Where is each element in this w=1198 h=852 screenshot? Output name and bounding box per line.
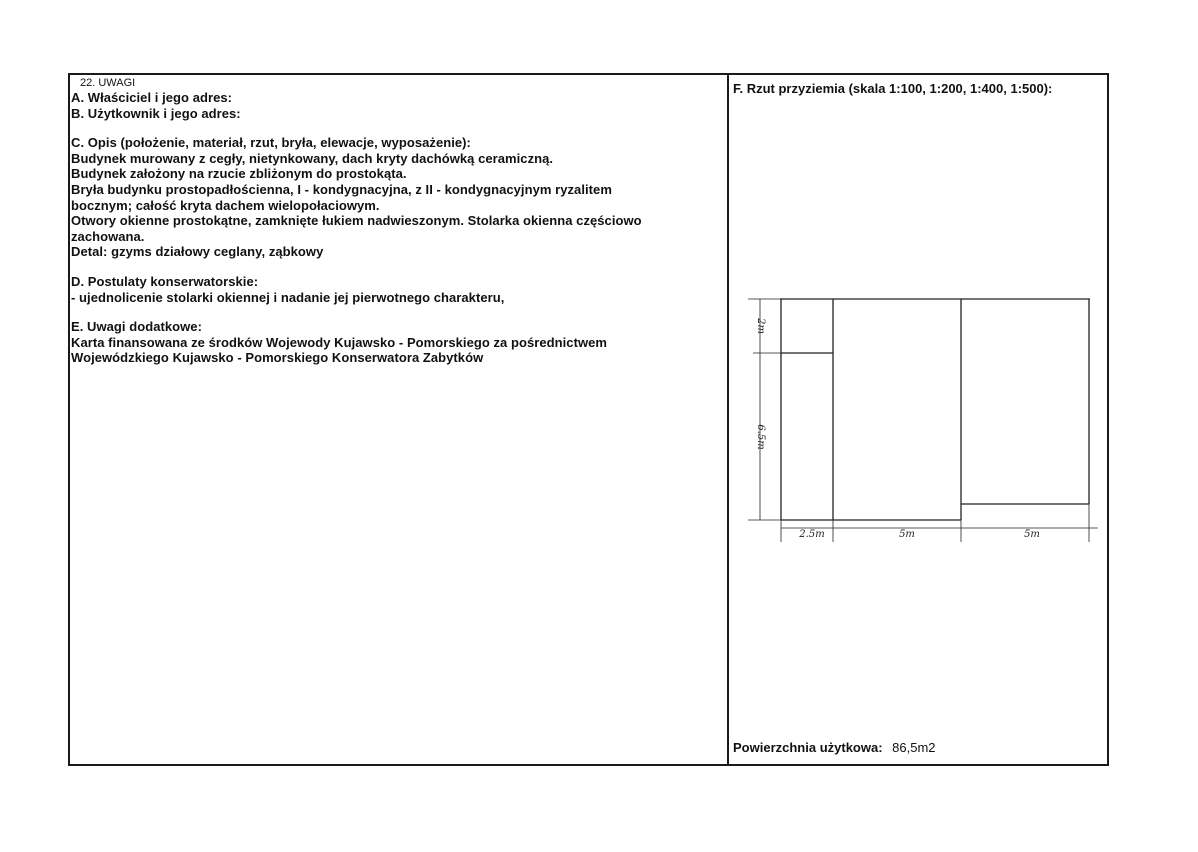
spacer xyxy=(71,305,721,319)
description-line: bocznym; całość kryta dachem wielopołaciowym. xyxy=(71,197,380,213)
section-label: 22. UWAGI xyxy=(80,77,136,89)
usable-area-label: Powierzchnia użytkowa: xyxy=(733,740,883,755)
description-line: Budynek założony na rzucie zbliżonym do prostokąta. xyxy=(71,166,407,182)
description-line: zachowana. xyxy=(71,228,145,244)
additional-remarks-heading: E. Uwagi dodatkowe: xyxy=(71,319,202,335)
usable-area xyxy=(733,740,936,755)
postulates-heading: D. Postulaty konserwatorskie: xyxy=(71,273,259,289)
floor-plan-title: F. Rzut przyziemia (skala 1:100, 1:200, 1:400, 1:500): xyxy=(733,81,1053,96)
dimension-label-top-left-height: 2m xyxy=(755,318,766,334)
additional-remark-line: Wojewódzkiego Kujawsko - Pomorskiego Konserwatora Zabytków xyxy=(71,350,484,366)
dimension-label-left-height: 6.5m xyxy=(755,424,766,450)
description-heading: C. Opis (położenie, materiał, rzut, bryła, elewacje, wyposażenie): xyxy=(71,135,471,151)
usable-area-value: 86,5m2 xyxy=(892,740,936,755)
dimension-label-width-1: 2.5m xyxy=(799,529,825,540)
floor-plan-sketch xyxy=(740,285,1110,550)
user-line: B. Użytkownik i jego adres: xyxy=(71,105,241,121)
dimension-label-width-3: 5m xyxy=(1024,529,1040,540)
owner-line: A. Właściciel i jego adres: xyxy=(71,90,233,105)
description-line: Detal: gzyms działowy ceglany, ząbkowy xyxy=(71,244,324,260)
remarks-section xyxy=(71,77,721,366)
description-line: Bryła budynku prostopadłościenna, I - kondygnacyjna, z II - kondygnacyjnym ryzalitem xyxy=(71,181,612,197)
dimension-label-width-2: 5m xyxy=(899,529,915,540)
postulate-line: - ujednolicenie stolarki okiennej i nadanie jej pierwotnego charakteru, xyxy=(71,289,505,305)
spacer xyxy=(71,121,721,135)
spacer xyxy=(71,260,721,274)
description-line: Budynek murowany z cegły, nietynkowany, dach kryty dachówką ceramiczną. xyxy=(71,150,554,166)
column-divider xyxy=(727,73,729,766)
description-line: Otwory okienne prostokątne, zamknięte łukiem nadwieszonym. Stolarka okienna częściowo xyxy=(71,213,642,229)
additional-remark-line: Karta finansowana ze środków Wojewody Kujawsko - Pomorskiego za pośrednictwem xyxy=(71,334,608,350)
